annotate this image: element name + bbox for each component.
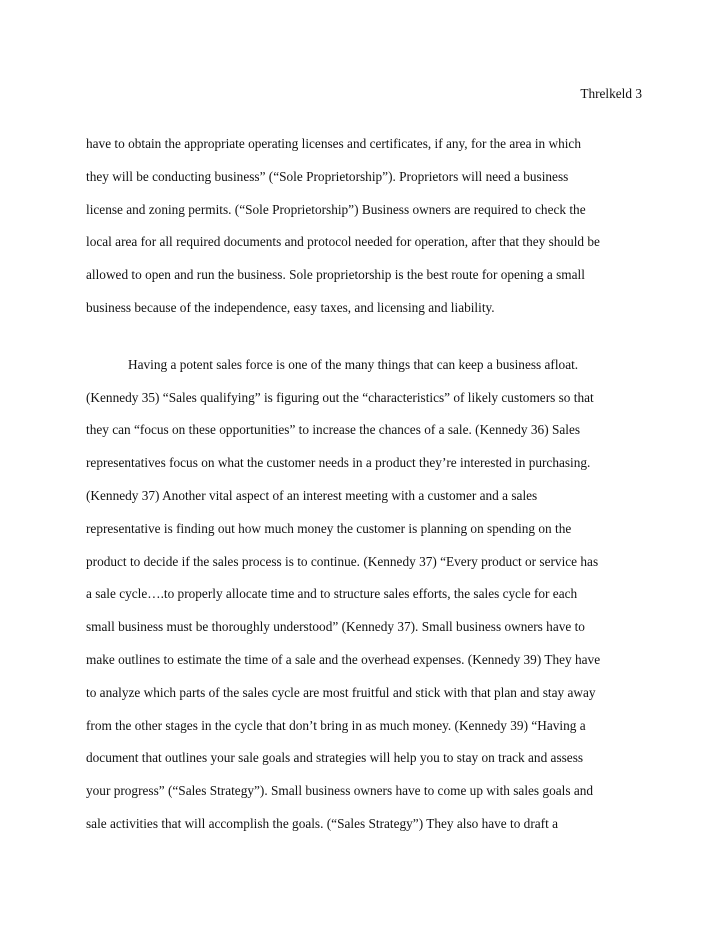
text-line: have to obtain the appropriate operating licenses and certificates, if any, for the area in which: [86, 136, 581, 151]
text-line: local area for all required documents and protocol needed for operation, after that they should be: [86, 234, 600, 250]
paragraph-2: [86, 354, 656, 846]
text-line: to analyze which parts of the sales cycle are most fruitful and stick with that plan and stay away: [86, 684, 596, 700]
text-line: representative is finding out how much money the customer is planning on spending on the: [86, 520, 572, 536]
text-line-indented: Having a potent sales force is one of the many things that can keep a business afloat.: [128, 356, 579, 372]
text-line: representatives focus on what the customer needs in a product they’re interested in purchasing.: [86, 455, 591, 471]
paragraph-1: [86, 133, 656, 330]
text-line: business because of the independence, easy taxes, and licensing and liability.: [86, 299, 495, 315]
text-line: sale activities that will accomplish the goals. (“Sales Strategy”) They also have to draft a: [86, 815, 559, 831]
text-line: they will be conducting business” (“Sole Proprietorship”). Proprietors will need a business: [86, 168, 569, 184]
text-line: small business must be thoroughly understood” (Kennedy 37). Small business owners have to: [86, 619, 585, 635]
text-line: from the other stages in the cycle that don’t bring in as much money. (Kennedy 39) “Having a: [86, 717, 586, 733]
text-line: your progress” (“Sales Strategy”). Small business owners have to come up with sales goals and: [86, 783, 594, 799]
text-line: make outlines to estimate the time of a sale and the overhead expenses. (Kennedy 39) They have: [86, 651, 601, 667]
page-header: Threlkeld 3: [580, 86, 642, 101]
text-line: (Kennedy 37) Another vital aspect of an interest meeting with a customer and a sales: [86, 487, 538, 503]
body-text: [86, 133, 656, 846]
text-line: document that outlines your sale goals and strategies will help you to stay on track and assess: [86, 750, 584, 766]
text-line: product to decide if the sales process is to continue. (Kennedy 37) “Every product or service has: [86, 553, 599, 569]
text-line: allowed to open and run the business. Sole proprietorship is the best route for opening a small: [86, 267, 585, 283]
text-line: they can “focus on these opportunities” to increase the chances of a sale. (Kennedy 36) Sales: [86, 422, 581, 438]
text-line: a sale cycle….to properly allocate time and to structure sales efforts, the sales cycle for each: [86, 586, 578, 602]
text-line: license and zoning permits. (“Sole Proprietorship”) Business owners are required to check the: [86, 201, 586, 217]
text-line: (Kennedy 35) “Sales qualifying” is figuring out the “characteristics” of likely customers so that: [86, 389, 594, 405]
